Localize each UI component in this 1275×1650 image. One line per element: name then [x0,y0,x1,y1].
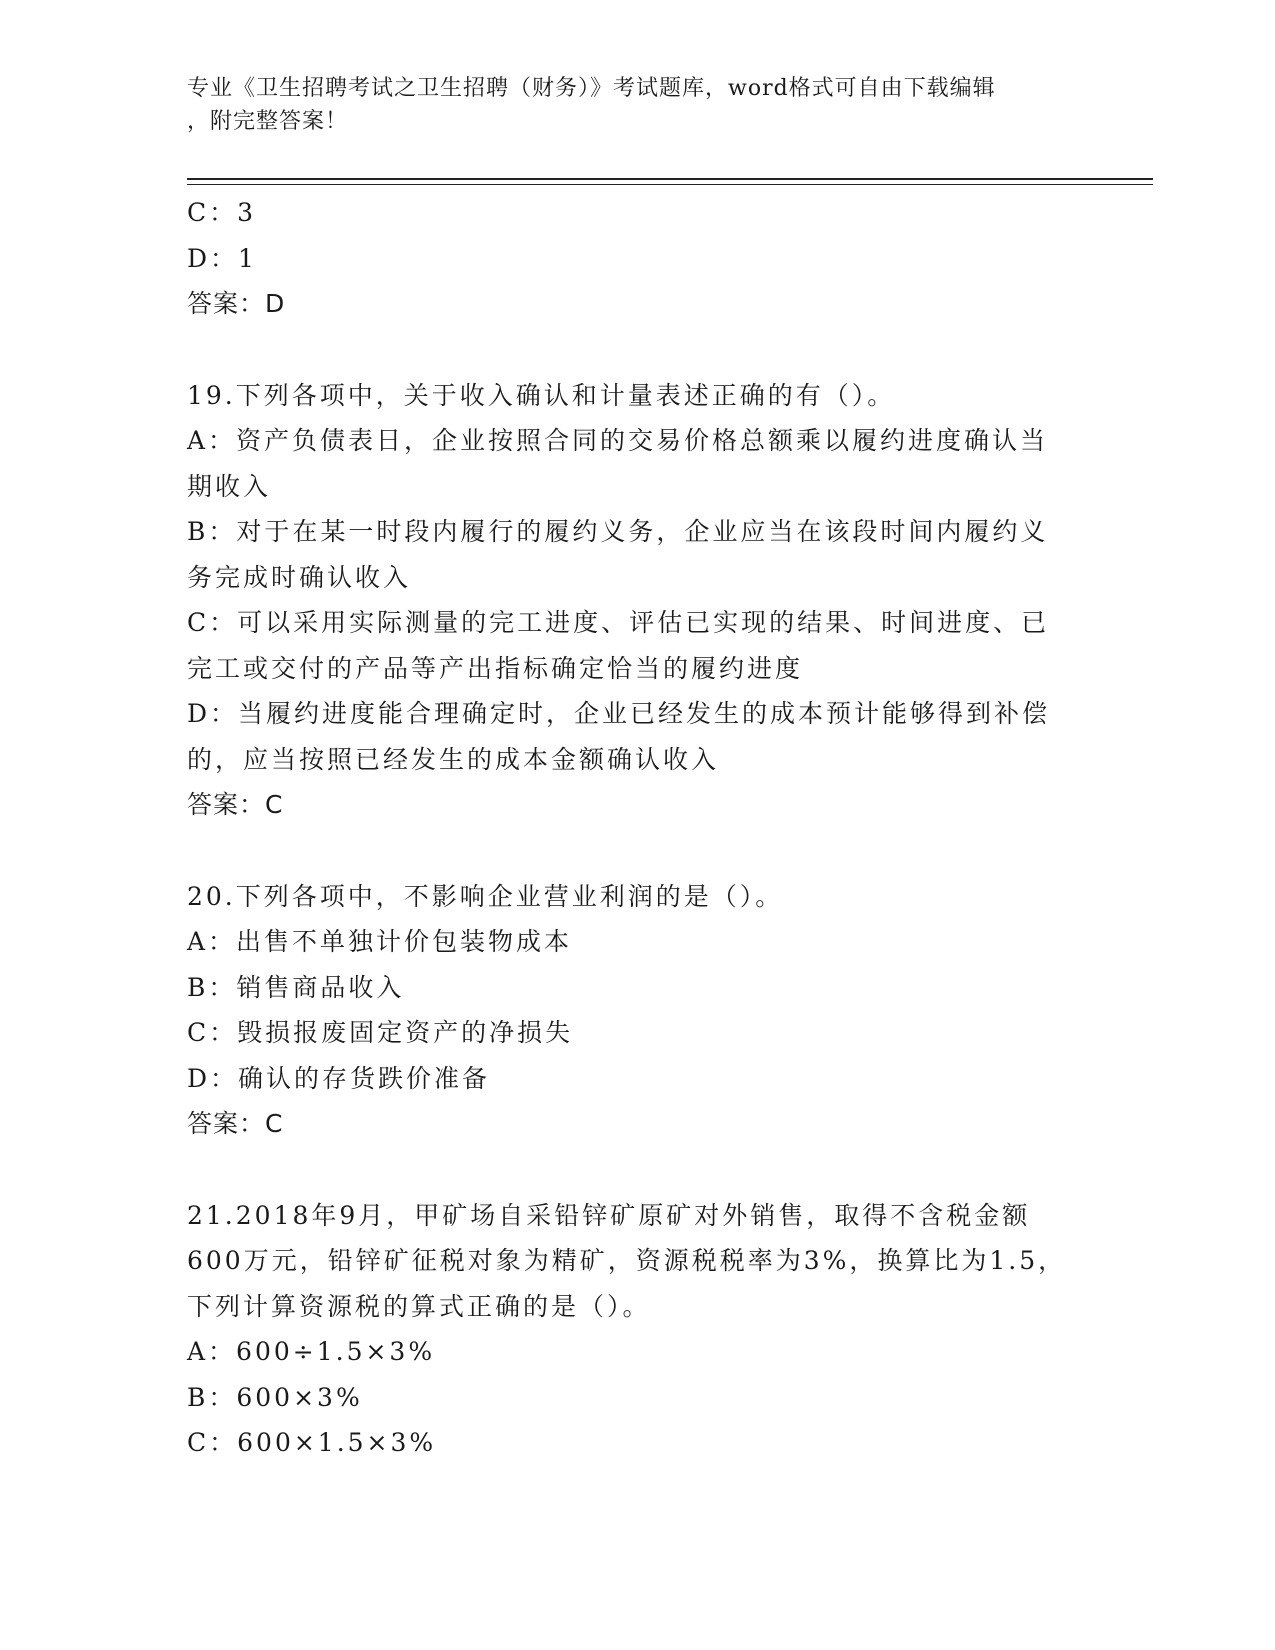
option-b: B：对于在某一时段内履行的履约义务，企业应当在该段时间内履约义 [187,517,1049,546]
question-stem: 20.下列各项中，不影响企业营业利润的是（）。 [187,881,784,911]
question-21 [187,1193,1087,1466]
option-c-continued: 完工或交付的产品等产出指标确定恰当的履约进度 [187,653,804,683]
option-c: C：可以采用实际测量的完工进度、评估已实现的结果、时间进度、已 [187,608,1050,637]
option-a: A：出售不单独计价包装物成本 [187,927,573,956]
question-stem-continued: 600万元，铅锌矿征税对象为精矿，资源税税率为3%，换算比为1.5， [187,1246,1067,1275]
option-c: C：毁损报废固定资产的净损失 [187,1018,574,1047]
header-line-2: ，附完整答案！ [187,109,349,134]
option-a: A：600÷1.5×3% [187,1337,436,1366]
spacer [187,327,1087,373]
option-d-continued: 的，应当按照已经发生的成本金额确认收入 [187,744,720,774]
question-stem: 21.2018年9月，甲矿场自采铅锌矿原矿对外销售，取得不含税金额 [187,1200,1031,1230]
spacer [187,1147,1087,1193]
answer-line: 答案：C [187,790,284,819]
spacer [187,828,1087,874]
option-b-continued: 务完成时确认收入 [187,562,412,592]
answer-line: 答案：D [187,289,286,318]
question-19 [187,373,1087,828]
previous-question-tail [187,190,1087,327]
option-a-continued: 期收入 [187,471,272,501]
document-header [187,72,1067,138]
header-line-1: 专业《卫生招聘考试之卫生招聘（财务）》考试题库，word格式可自由下载编辑 [187,76,996,101]
answer-line: 答案：C [187,1109,284,1138]
option-b: B：600×3% [187,1382,363,1412]
option-d: D：当履约进度能合理确定时，企业已经发生的成本预计能够得到补偿 [187,699,1051,728]
option-b: B：销售商品收入 [187,972,405,1002]
header-divider-thick [187,178,1153,180]
question-content [187,190,1087,1466]
question-stem: 19.下列各项中，关于收入确认和计量表述正确的有（）。 [187,380,896,410]
option-d: D：确认的存货跌价准备 [187,1063,491,1093]
question-stem-continued: 下列计算资源税的算式正确的是（）。 [187,1291,651,1321]
question-20 [187,874,1087,1147]
option-c: C：3 [187,198,257,227]
option-c: C：600×1.5×3% [187,1428,437,1457]
option-d: D：1 [187,243,257,273]
option-a: A：资产负债表日，企业按照合同的交易价格总额乘以履约进度确认当 [187,426,1049,455]
header-divider-thin [187,184,1153,185]
